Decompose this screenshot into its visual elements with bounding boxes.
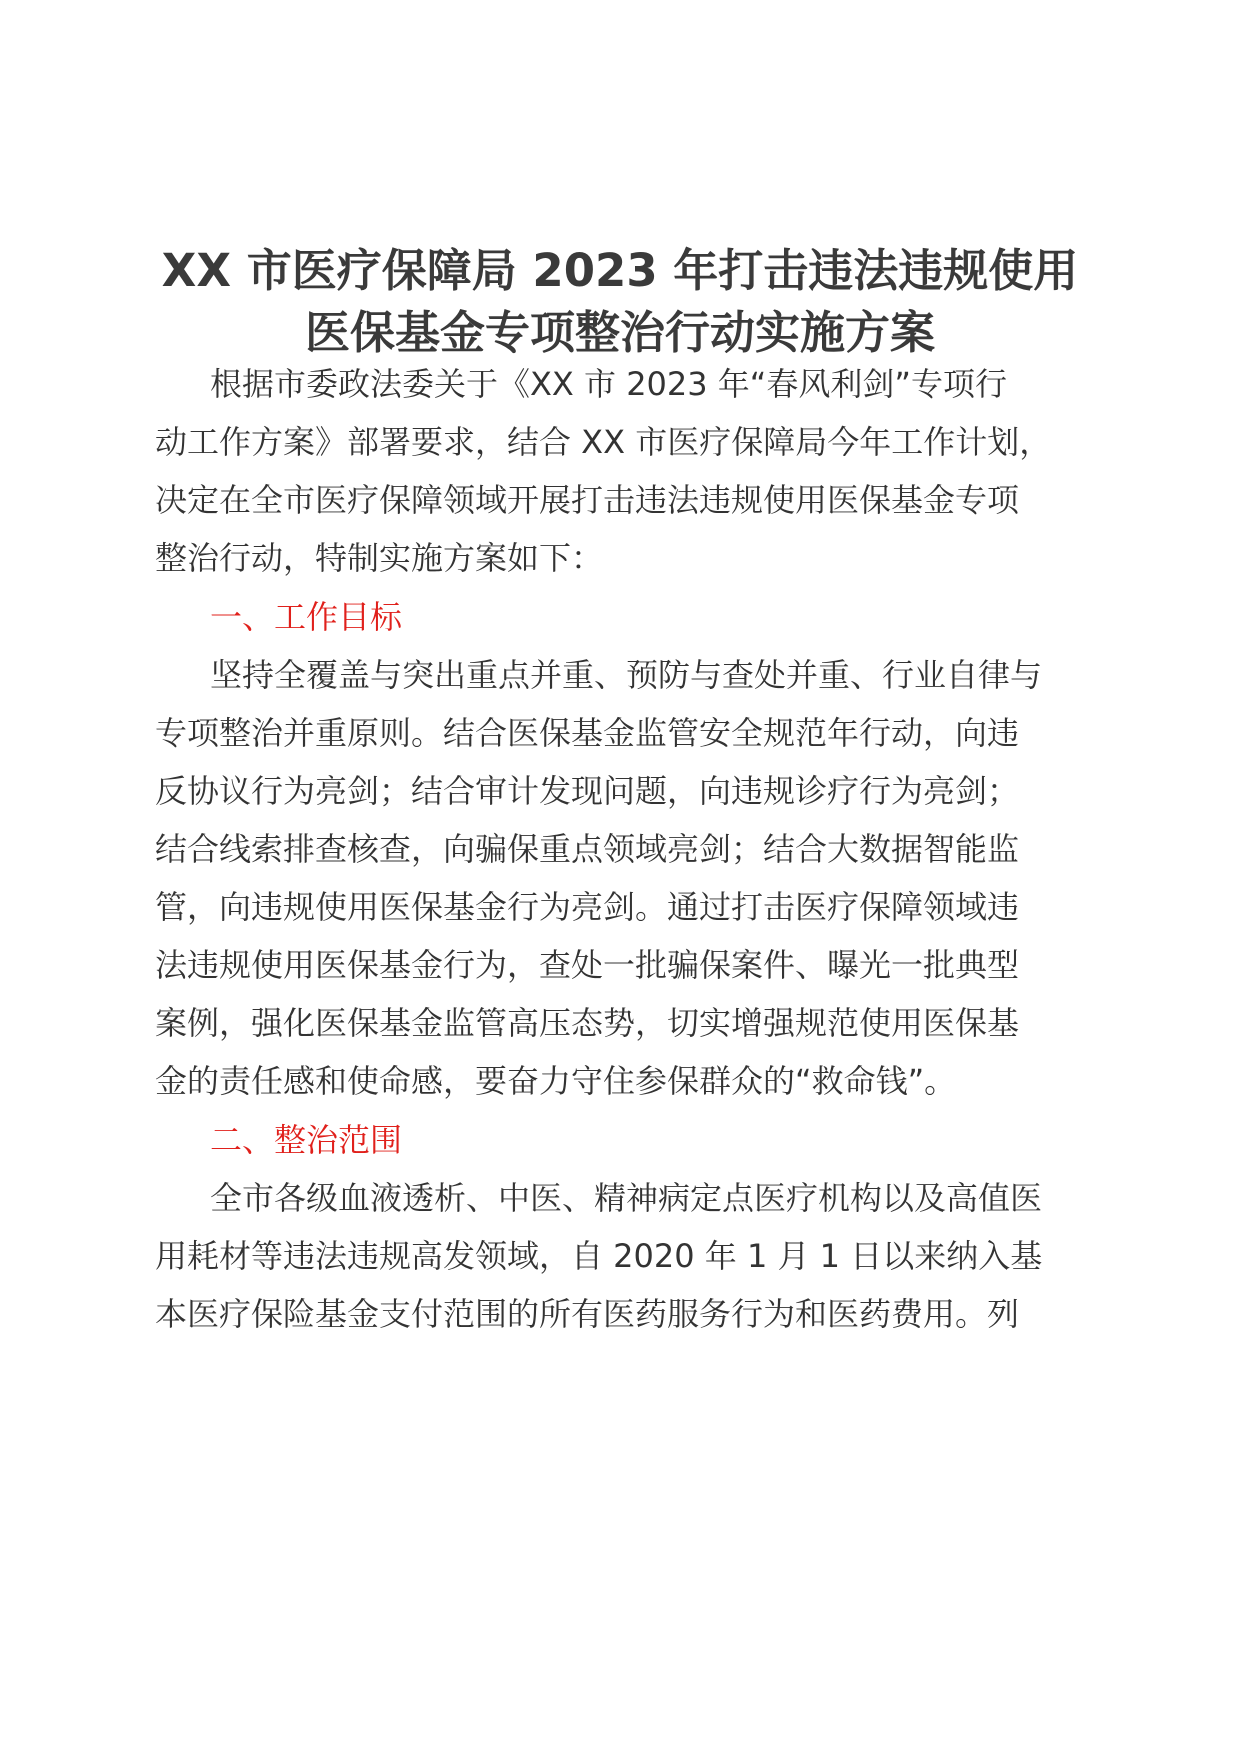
section1-line-3: 反协议行为亮剑；结合审计发现问题，向违规诊疗行为亮剑； [155, 772, 1020, 810]
intro-paragraph-line-3: 决定在全市医疗保障领域开展打击违法违规使用医保基金专项 [155, 481, 1020, 519]
document-title-line-2: 医保基金专项整治行动实施方案 [304, 306, 935, 359]
section1-line-2: 专项整治并重原则。结合医保基金监管安全规范年行动，向违 [155, 714, 1020, 752]
section1-line-7: 案例，强化医保基金监管高压态势，切实增强规范使用医保基 [155, 1004, 1020, 1042]
intro-paragraph-line-1: 根据市委政法委关于《XX 市 2023 年“春风利剑”专项行 [210, 365, 1007, 403]
intro-paragraph-line-2: 动工作方案》部署要求，结合 XX 市医疗保障局今年工作计划， [155, 423, 1052, 461]
section-heading-scope: 二、整治范围 [210, 1121, 403, 1159]
section-heading-work-goals: 一、工作目标 [210, 598, 403, 636]
section1-line-8: 金的责任感和使命感，要奋力守住参保群众的“救命钱”。 [155, 1062, 957, 1100]
section2-line-2: 用耗材等违法违规高发领域，自 2020 年 1 月 1 日以来纳入基 [155, 1237, 1043, 1275]
section1-line-1: 坚持全覆盖与突出重点并重、预防与查处并重、行业自律与 [210, 656, 1043, 694]
section1-line-6: 法违规使用医保基金行为，查处一批骗保案件、曝光一批典型 [155, 946, 1020, 984]
section2-line-3: 本医疗保险基金支付范围的所有医药服务行为和医药费用。列 [155, 1295, 1020, 1333]
document-title-line-1: XX 市医疗保障局 2023 年打击违法违规使用 [161, 244, 1079, 297]
intro-paragraph-line-4: 整治行动，特制实施方案如下： [155, 539, 604, 577]
section1-line-5: 管，向违规使用医保基金行为亮剑。通过打击医疗保障领域违 [155, 888, 1020, 926]
section1-line-4: 结合线索排查核查，向骗保重点领域亮剑；结合大数据智能监 [155, 830, 1020, 868]
section2-line-1: 全市各级血液透析、中医、精神病定点医疗机构以及高值医 [210, 1179, 1043, 1217]
